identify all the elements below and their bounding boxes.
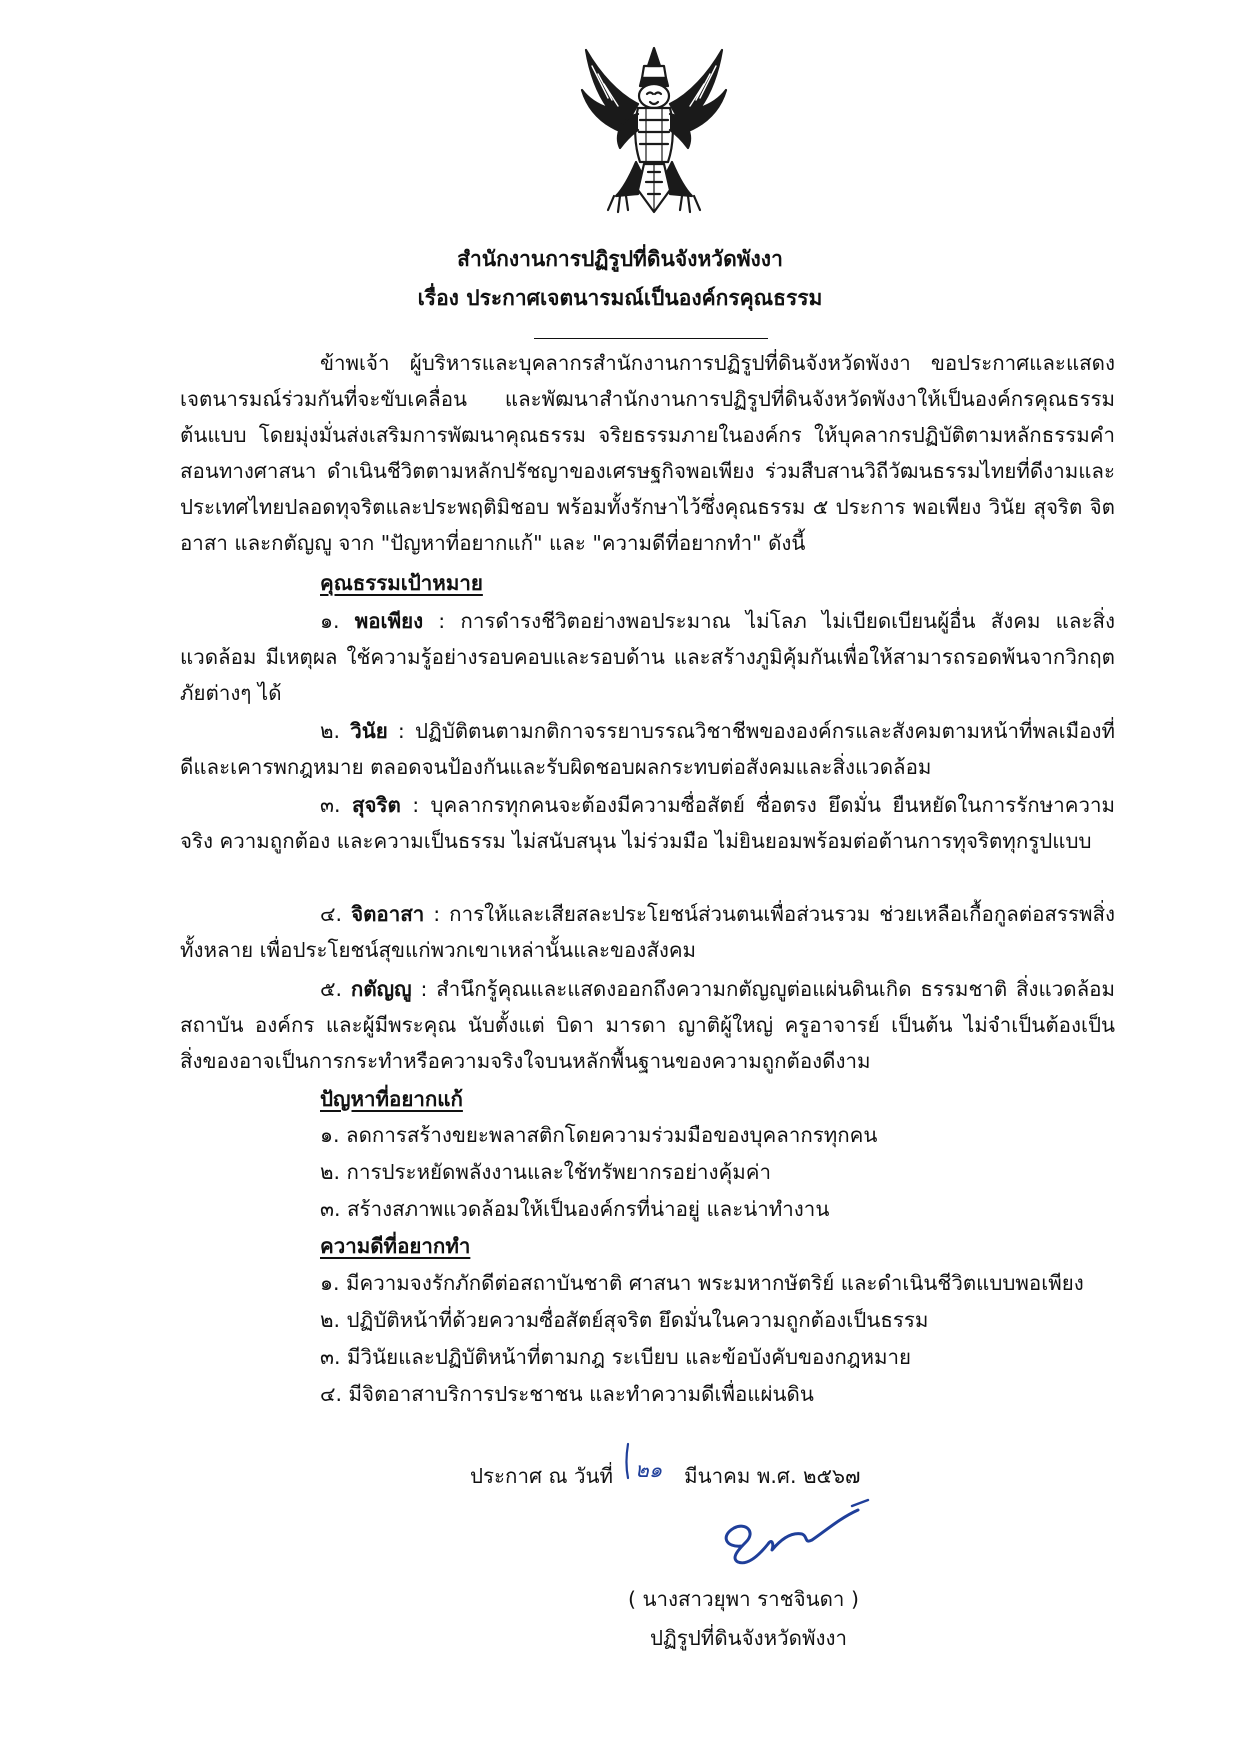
date-suffix: มีนาคม พ.ศ. ๒๕๖๗	[684, 1464, 861, 1488]
virtue-item	[180, 896, 1115, 968]
subject-title: เรื่อง ประกาศเจตนารมณ์เป็นองค์กรคุณธรรม	[417, 286, 823, 310]
goodness-item: ๔. มีจิตอาสาบริการประชาชน และทำความดีเพื่อแผ่นดิน	[320, 1382, 814, 1406]
virtue-name: พอเพียง	[354, 609, 424, 633]
goodness-heading: ความดีที่อยากทำ	[320, 1234, 471, 1258]
virtue-item	[180, 603, 1115, 711]
goodness-item: ๒. ปฏิบัติหน้าที่ด้วยความซื่อสัตย์สุจริต ยึดมั่นในความถูกต้องเป็นธรรม	[320, 1308, 929, 1332]
virtue-name: สุจริต	[351, 793, 401, 817]
virtue-number: ๔.	[320, 902, 343, 926]
virtue-text: : การดำรงชีวิตอย่างพอประมาณ ไม่โลภ ไม่เบียดเบียนผู้อื่น สังคม และสิ่งแวดล้อม มีเหตุผล ใช้ความรู้อย่างรอบคอบและรอบด้าน และสร้างภูมิคุ้มกันเพื่อให้สามารถรอดพ้นจากวิกฤตภัยต่างๆ ได้	[180, 609, 1115, 705]
virtue-name: จิตอาสา	[351, 902, 425, 926]
title-divider	[534, 338, 768, 339]
virtue-number: ๒.	[320, 719, 341, 743]
virtue-text: : บุคลากรทุกคนจะต้องมีความซื่อสัตย์ ซื่อตรง ยึดมั่น ยืนหยัดในการรักษาความจริง ความถูกต้อง และความเป็นธรรม ไม่สนับสนุน ไม่ร่วมมือ ไม่ยินยอมพร้อมต่อต้านการทุจริตทุกรูปแบบ	[180, 793, 1115, 853]
virtue-number: ๓.	[320, 793, 341, 817]
goodness-item: ๓. มีวินัยและปฏิบัติหน้าที่ตามกฎ ระเบียบ และข้อบังคับของกฎหมาย	[320, 1345, 912, 1369]
handwritten-day	[620, 1460, 678, 1493]
signatory-name: ( นางสาวยุพา ราชจินดา )	[628, 1587, 859, 1611]
date-prefix: ประกาศ ณ วันที่	[470, 1464, 614, 1488]
virtues-heading: คุณธรรมเป้าหมาย	[320, 571, 483, 595]
virtue-text: : สำนึกรู้คุณและแสดงออกถึงความกตัญญูต่อแผ่นดินเกิด ธรรมชาติ สิ่งแวดล้อม สถาบัน องค์กร และผู้มีพระคุณ นับตั้งแต่ บิดา มารดา ญาติผู้ใหญ่ ครูอาจารย์ เป็นต้น ไม่จำเป็นต้องเป็นสิ่งของอาจเป็นการกระทำหรือความจริงใจบนหลักพื้นฐานของความถูกต้องดีงาม	[180, 977, 1115, 1073]
day-number: ๒๑	[635, 1458, 663, 1482]
virtue-item	[180, 787, 1115, 859]
virtue-item	[180, 971, 1115, 1079]
goodness-item: ๑. มีความจงรักภักดีต่อสถาบันชาติ ศาสนา พระมหากษัตริย์ และดำเนินชีวิตแบบพอเพียง	[320, 1271, 1084, 1295]
virtue-number: ๕.	[320, 977, 343, 1001]
virtue-text: : ปฏิบัติตนตามกติกาจรรยาบรรณวิชาชีพขององค์กรและสังคมตามหน้าที่พลเมืองที่ดีและเคารพกฎหมาย ตลอดจนป้องกันและรับผิดชอบผลกระทบต่อสังคมและสิ่งแวดล้อม	[180, 719, 1115, 779]
garuda-emblem-icon	[578, 44, 730, 218]
intro-paragraph: ข้าพเจ้า ผู้บริหารและบุคลากรสำนักงานการปฏิรูปที่ดินจังหวัดพังงา ขอประกาศและแสดงเจตนารมณ์ร่วมกันที่จะขับเคลื่อน และพัฒนาสำนักงานการปฏิรูปที่ดินจังหวัดพังงาให้เป็นองค์กรคุณธรรมต้นแบบ โดยมุ่งมั่นส่งเสริมการพัฒนาคุณธรรม จริยธรรมภายในองค์กร ให้บุคลากรปฏิบัติตามหลักธรรมคำสอนทางศาสนา ดำเนินชีวิตตามหลักปรัชญาของเศรษฐกิจพอเพียง ร่วมสืบสานวิถีวัฒนธรรมไทยที่ดีงามและประเทศไทยปลอดทุจริตและประพฤติมิชอบ พร้อมทั้งรักษาไว้ซึ่งคุณธรรม ๕ ประการ พอเพียง วินัย สุจริต จิตอาสา และกตัญญู จาก "ปัญหาที่อยากแก้" และ "ความดีที่อยากทำ" ดังนี้	[180, 351, 1115, 555]
virtue-name: วินัย	[350, 719, 388, 743]
virtue-text: : การให้และเสียสละประโยชน์ส่วนตนเพื่อส่วนรวม ช่วยเหลือเกื้อกูลต่อสรรพสิ่งทั้งหลาย เพื่อประโยชน์สุขแก่พวกเขาเหล่านั้นและของสังคม	[180, 902, 1115, 962]
virtue-name: กตัญญู	[350, 977, 412, 1001]
signatory-position: ปฏิรูปที่ดินจังหวัดพังงา	[650, 1626, 848, 1650]
problem-item: ๓. สร้างสภาพแวดล้อมให้เป็นองค์กรที่น่าอยู่ และน่าทำงาน	[320, 1197, 830, 1221]
problem-item: ๒. การประหยัดพลังงานและใช้ทรัพยากรอย่างคุ้มค่า	[320, 1160, 771, 1184]
org-title: สำนักงานการปฏิรูปที่ดินจังหวัดพังงา	[457, 247, 783, 271]
handwritten-signature-icon	[712, 1488, 874, 1568]
virtue-item	[180, 713, 1115, 785]
problem-item: ๑. ลดการสร้างขยะพลาสติกโดยความร่วมมือของบุคลากรทุกคน	[320, 1123, 878, 1147]
virtue-number: ๑.	[320, 609, 340, 633]
problems-heading: ปัญหาที่อยากแก้	[320, 1087, 463, 1111]
